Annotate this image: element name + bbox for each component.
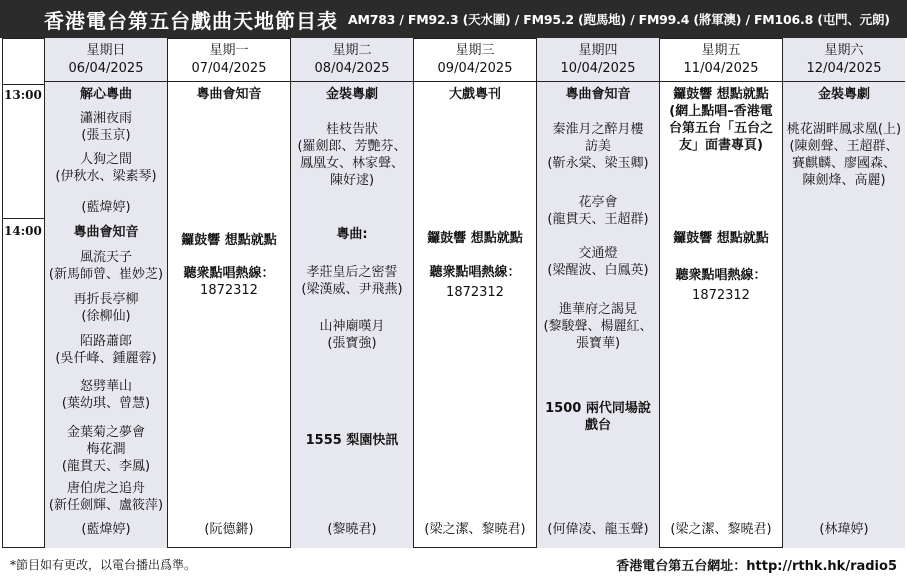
program-entry: 粵曲會知音 <box>73 225 139 240</box>
website-note: 香港電台第五台網址：http://rthk.hk/radio5 <box>616 559 897 574</box>
time-label-1300: 13:00 <box>4 88 42 102</box>
program-entry: 桂枝告狀 (羅劍郎、芳艷芬、 鳳凰女、林家聲、 陳好逑) <box>297 122 407 188</box>
time-divider <box>2 84 44 85</box>
program-entry: (梁之潔、黎曉君) <box>670 522 772 537</box>
program-entry: 鑼鼓響 想點就點 <box>673 231 769 246</box>
weekday-label: 星期三 <box>455 43 495 58</box>
program-entry: 風流天子 (新馬師曾、崔妙芝) <box>48 250 164 282</box>
date-label: 06/04/2025 <box>68 61 144 76</box>
schedule-header <box>0 0 907 38</box>
date-label: 07/04/2025 <box>191 61 267 76</box>
program-entry: (林瑋婷) <box>819 522 869 537</box>
day-column <box>536 38 659 548</box>
date-label: 11/04/2025 <box>683 61 759 76</box>
program-entry: 粵曲會知音 <box>196 87 262 102</box>
program-entry: 瀟湘夜雨 (張玉京) <box>79 111 132 143</box>
program-entry: (阮德鏘) <box>204 522 254 537</box>
day-column <box>413 38 536 548</box>
frequency-list: AM783 / FM92.3 (天水圍) / FM95.2 (跑馬地) / FM99.4 (將軍澳) / FM106.8 (屯門、元朗) <box>348 12 890 27</box>
weekday-label: 星期四 <box>578 43 618 58</box>
program-entry: 陌路蕭郎 (吳仟峰、鍾麗蓉) <box>55 334 157 366</box>
program-entry: 1500 兩代同場說 戲台 <box>545 401 651 433</box>
program-entry: 聽衆點唱熱線： <box>183 266 275 281</box>
program-entry: 鑼鼓響 想點就點 (網上點唱–香港電 台第五台「五台之 友」面書專頁) <box>668 87 773 153</box>
time-divider <box>2 218 44 219</box>
schedule-title: 香港電台第五台戲曲天地節目表 <box>44 8 338 33</box>
date-label: 08/04/2025 <box>314 61 390 76</box>
day-header <box>537 38 659 82</box>
program-entry: 鑼鼓響 想點就點 <box>181 233 277 248</box>
weekday-label: 星期六 <box>824 43 864 58</box>
day-header <box>291 38 413 82</box>
day-column <box>44 38 167 548</box>
day-column <box>167 38 290 548</box>
program-entry: 1872312 <box>446 285 504 300</box>
day-column <box>659 38 782 548</box>
weekday-label: 星期一 <box>209 43 249 58</box>
program-entry: 金裝粵劇 <box>817 87 870 102</box>
program-entry: 解心粵曲 <box>79 87 132 102</box>
program-entry: 粵曲: <box>336 227 368 242</box>
program-entry: 秦淮月之醉月樓 訪美 (靳永棠、梁玉卿) <box>547 122 649 171</box>
program-entry: (藍煒婷) <box>81 200 131 215</box>
date-label: 12/04/2025 <box>806 61 882 76</box>
program-entry: 聽衆點唱熱線： <box>675 268 767 283</box>
day-header <box>168 38 290 82</box>
footnote: *節目如有更改，以電台播出爲準。 <box>10 558 197 572</box>
program-entry: 大戲粵刊 <box>448 87 501 102</box>
day-header <box>414 38 536 82</box>
program-entry: 粵曲會知音 <box>565 87 631 102</box>
program-entry: 交通燈 (梁醒波、白鳳英) <box>547 246 649 278</box>
program-entry: (何偉凌、龍玉聲) <box>547 522 649 537</box>
weekday-label: 星期日 <box>86 43 126 58</box>
program-entry: 唐伯虎之追舟 (新任劍輝、盧筱萍) <box>48 481 164 513</box>
program-entry: 1872312 <box>692 288 750 303</box>
program-entry: 1872312 <box>200 283 258 298</box>
day-column <box>782 38 905 548</box>
program-entry: 山神廟嘆月 (張寶強) <box>319 319 385 351</box>
date-label: 09/04/2025 <box>437 61 513 76</box>
program-entry: 花亭會 (龍貫天、王超群) <box>547 195 649 227</box>
day-header <box>660 38 782 82</box>
program-entry: 怒劈華山 (葉幼琪、曾慧) <box>61 379 151 411</box>
program-entry: 金裝粵劇 <box>325 87 378 102</box>
program-entry: 鑼鼓響 想點就點 <box>427 231 523 246</box>
time-label-1400: 14:00 <box>4 224 42 238</box>
program-entry: 進華府之謁見 (黎駿聲、楊麗紅、 張寶華) <box>543 302 653 351</box>
program-entry: (黎曉君) <box>327 522 377 537</box>
program-entry: 再折長亭柳 (徐柳仙) <box>73 292 139 324</box>
program-entry: 人狗之間 (伊秋水、梁素琴) <box>55 152 157 184</box>
program-entry: (藍煒婷) <box>81 522 131 537</box>
day-header <box>783 38 905 82</box>
program-entry: 1555 梨園快訊 <box>305 433 399 448</box>
day-header <box>45 38 167 82</box>
program-entry: (梁之潔、黎曉君) <box>424 522 526 537</box>
weekday-label: 星期二 <box>332 43 372 58</box>
program-entry: 聽衆點唱熱線： <box>429 265 521 280</box>
program-entry: 孝莊皇后之密誓 (梁漢威、尹飛燕) <box>301 265 403 297</box>
program-entry: 金葉菊之夢會 梅花澗 (龍貫天、李鳳) <box>61 425 151 474</box>
day-column <box>290 38 413 548</box>
date-label: 10/04/2025 <box>560 61 636 76</box>
program-entry: 桃花湖畔鳳求凰(上) (陳劍聲、王超群、 賽麒麟、廖國森、 陳劍烽、高麗) <box>786 122 902 188</box>
weekday-label: 星期五 <box>701 43 741 58</box>
